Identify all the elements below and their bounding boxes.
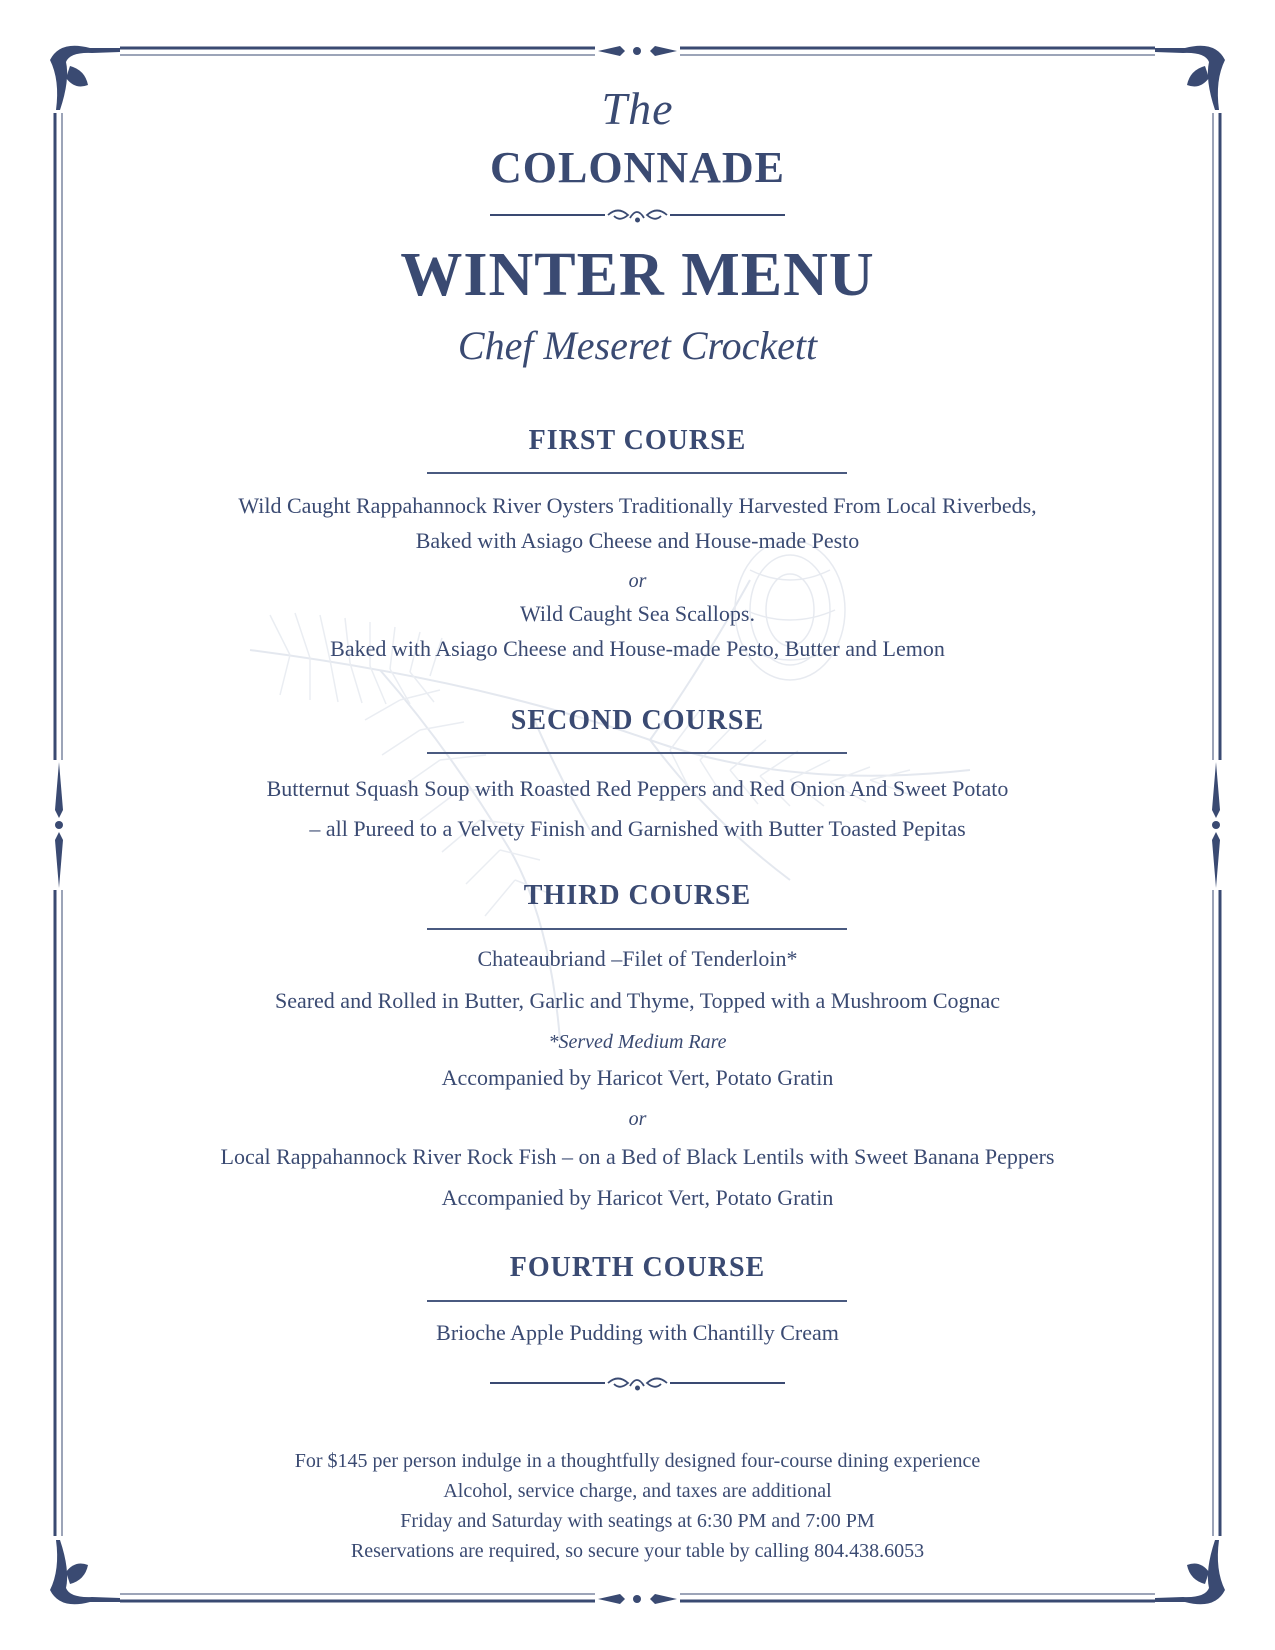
menu-line: Baked with Asiago Cheese and House-made Pesto, Butter and Lemon	[330, 636, 945, 661]
course-title-third: THIRD COURSE	[523, 880, 752, 911]
menu-line: Wild Caught Rappahannock River Oysters Traditionally Harvested From Local Riverbeds,	[238, 493, 1037, 518]
course-rule	[427, 472, 847, 474]
menu-line: Brioche Apple Pudding with Chantilly Cream	[436, 1320, 839, 1345]
price-line: For $145 per person indulge in a thoughtfully designed four-course dining experience	[294, 1450, 981, 1472]
menu-line: – all Pureed to a Velvety Finish and Garnished with Butter Toasted Pepitas	[309, 816, 966, 841]
menu-line: Chateaubriand –Filet of Tenderloin*	[477, 946, 798, 971]
course-title-second: SECOND COURSE	[510, 705, 765, 736]
seatings-line: Friday and Saturday with seatings at 6:30 PM and 7:00 PM	[400, 1510, 875, 1532]
course-title-first: FIRST COURSE	[528, 425, 747, 456]
menu-line: Butternut Squash Soup with Roasted Red Peppers and Red Onion And Sweet Potato	[266, 776, 1009, 801]
course-title-fourth: FOURTH COURSE	[509, 1252, 766, 1283]
flourish-divider	[490, 1372, 785, 1394]
menu-line: Accompanied by Haricot Vert, Potato Gratin	[441, 1065, 834, 1090]
menu-title: WINTER MENU	[400, 241, 875, 309]
menu-line: Baked with Asiago Cheese and House-made Pesto	[415, 528, 860, 553]
chef-name: Chef Meseret Crockett	[457, 323, 818, 368]
menu-line: Seared and Rolled in Butter, Garlic and Thyme, Topped with a Mushroom Cognac	[274, 988, 1001, 1013]
course-rule	[427, 752, 847, 754]
menu-line: Local Rappahannock River Rock Fish – on a Bed of Black Lentils with Sweet Banana Peppers	[220, 1144, 1055, 1169]
menu-line: Wild Caught Sea Scallops.	[520, 601, 755, 626]
menu-note: *Served Medium Rare	[548, 1031, 727, 1053]
reservations-line: Reservations are required, so secure your table by calling 804.438.6053	[350, 1540, 925, 1562]
extras-line: Alcohol, service charge, and taxes are additional	[443, 1480, 832, 1502]
restaurant-name: COLONNADE	[489, 143, 786, 192]
menu-line: Accompanied by Haricot Vert, Potato Gratin	[441, 1185, 834, 1210]
or-separator: or	[628, 570, 647, 592]
course-rule	[427, 928, 847, 930]
title-the: The	[601, 83, 674, 134]
flourish-divider	[490, 204, 785, 226]
or-separator: or	[628, 1108, 647, 1130]
course-rule	[427, 1300, 847, 1302]
